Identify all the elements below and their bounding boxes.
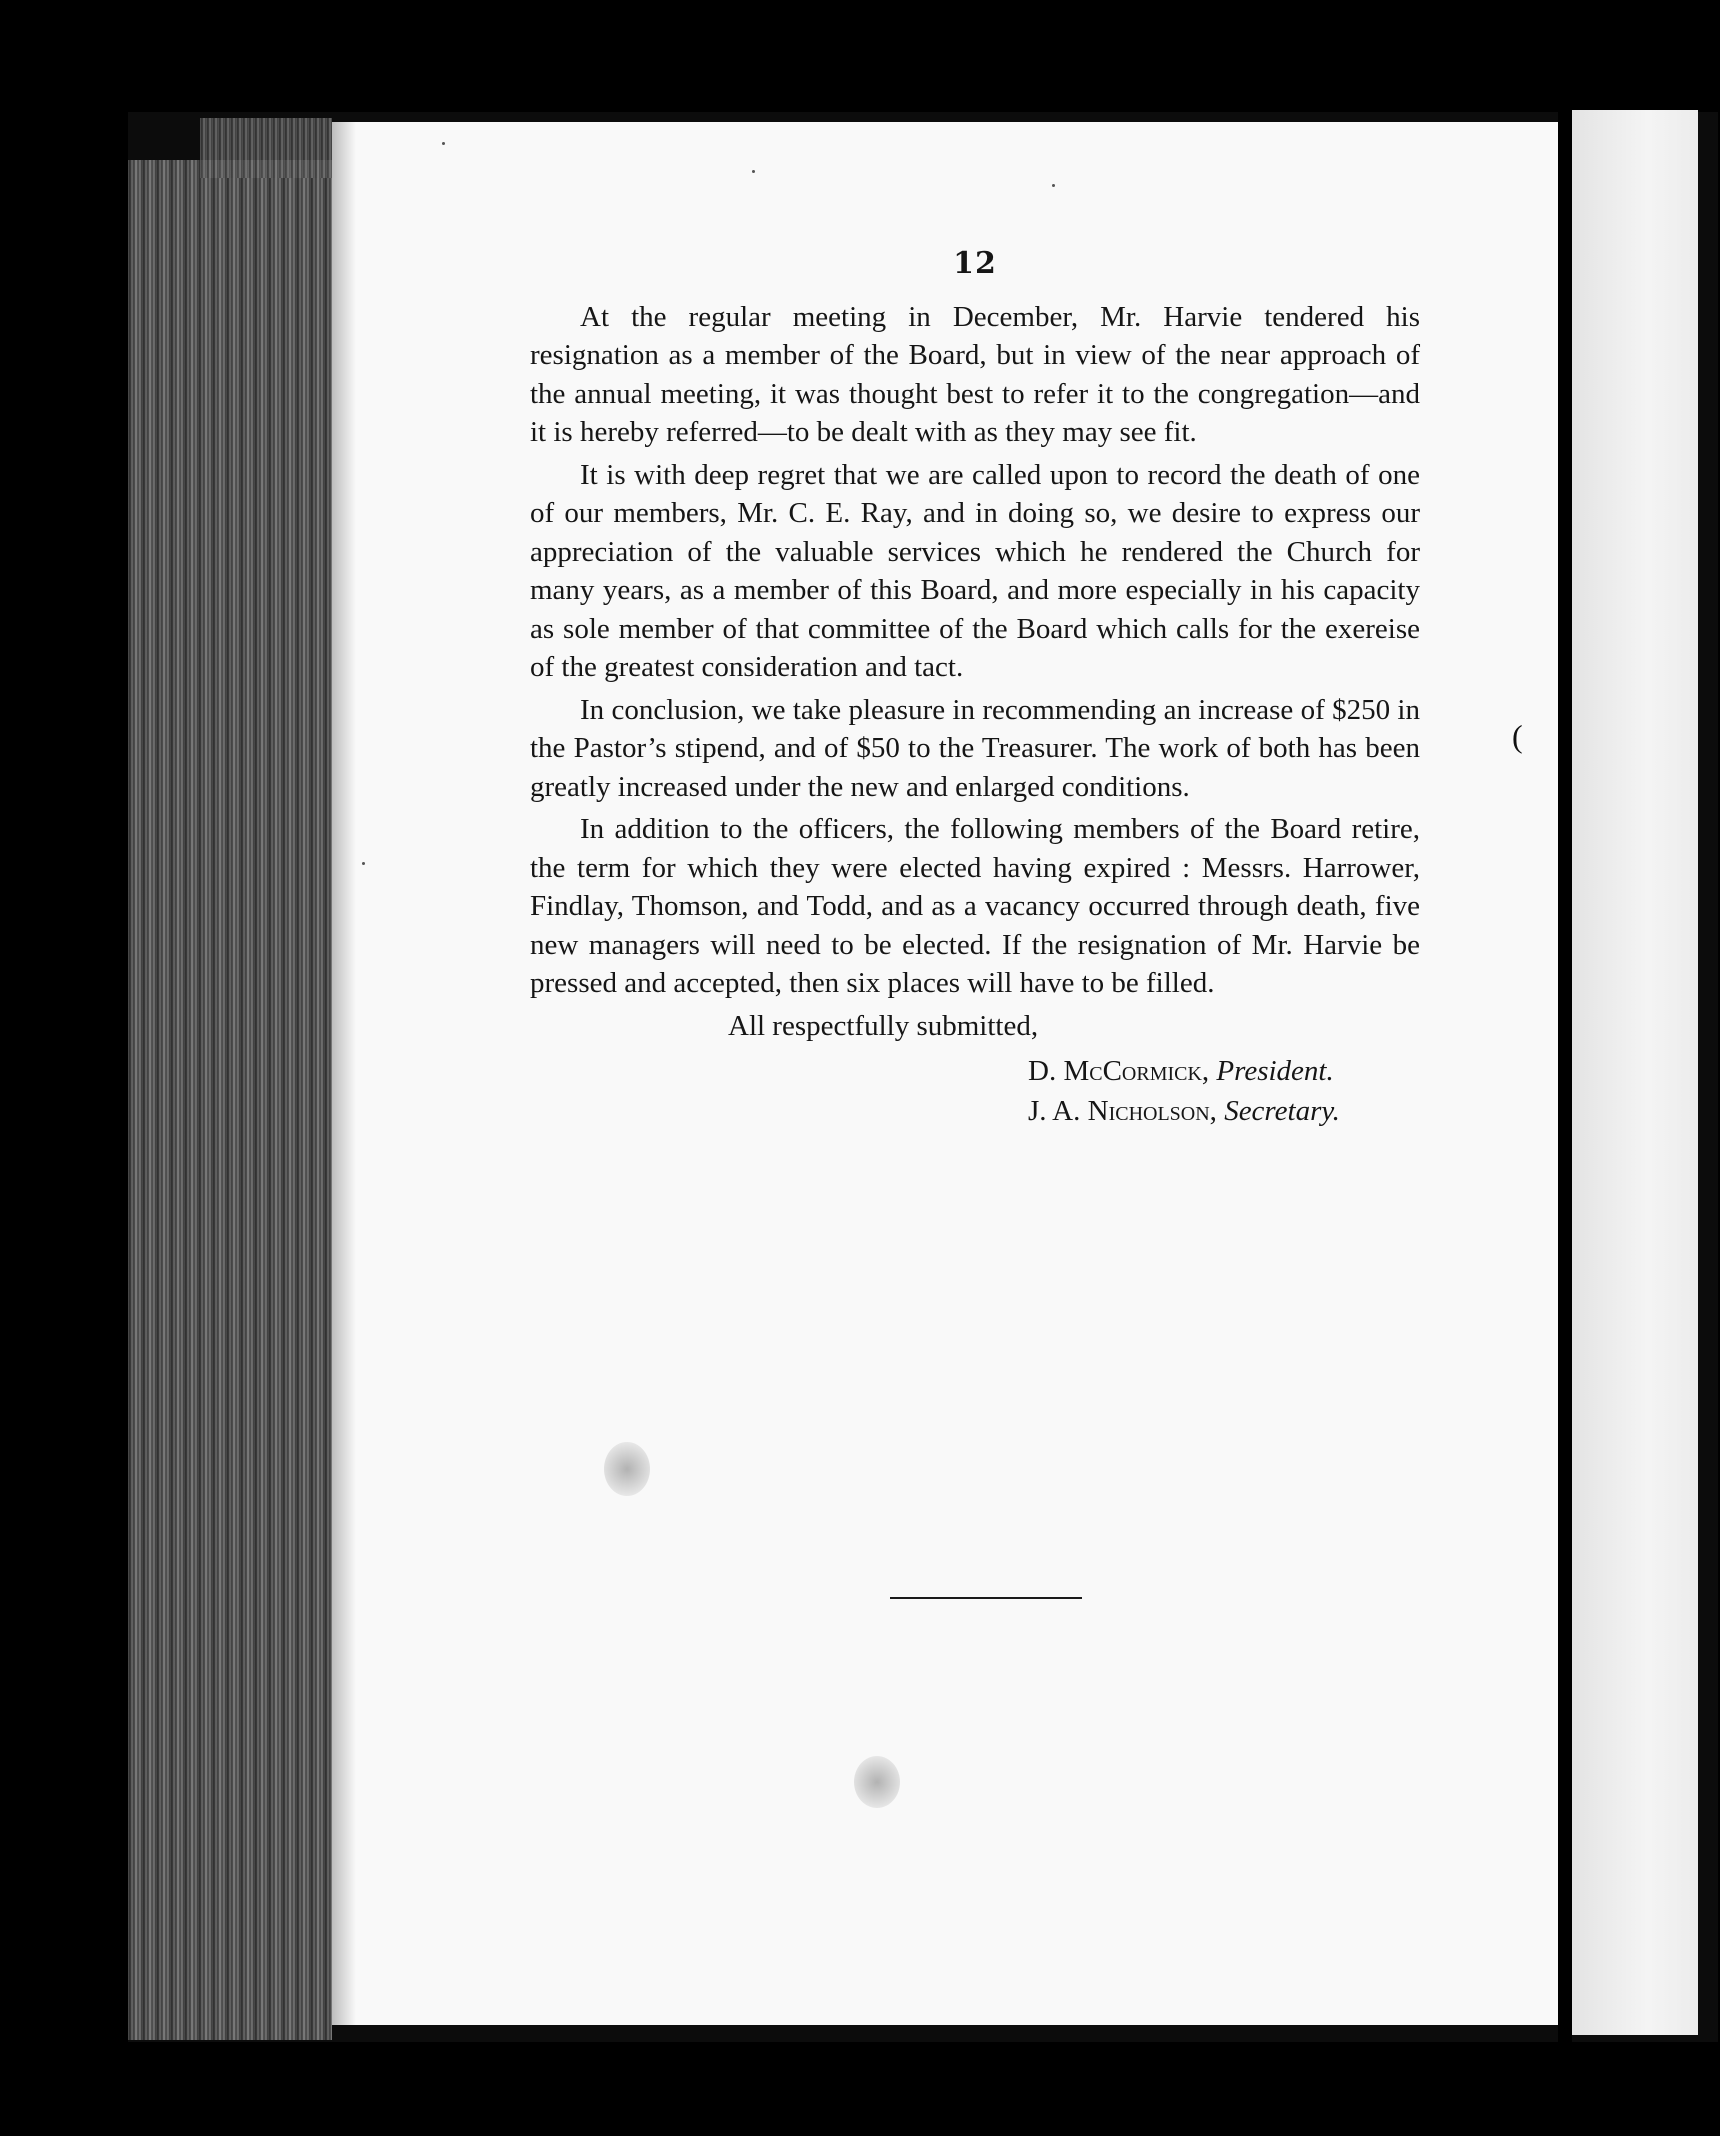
- signature-secretary: [1028, 1091, 1420, 1131]
- page-text: [530, 245, 1420, 1131]
- smudge-mark: [604, 1442, 650, 1496]
- page-shadow: [332, 122, 356, 2025]
- signatory-title: President.: [1216, 1055, 1334, 1087]
- speck: [362, 862, 365, 865]
- book-gutter: [1558, 112, 1572, 2042]
- signatory-name: J. A. Nicholson,: [1028, 1095, 1217, 1127]
- page-edges: [128, 160, 332, 2040]
- facing-page-edge: [1572, 110, 1698, 2035]
- speck: [1052, 184, 1055, 187]
- paragraph: It is with deep regret that we are called upon to record the death of one of our members, Mr. C. E. Ray, and in doing so, we desire to express our appreciation of the valuable services which he rendered the Church for many years, as a member of this Board, and more especially in his capacity as sole member of that committee of the Board which calls for the exereise of the greatest consideration and tact.: [530, 458, 1420, 683]
- paragraph: In conclusion, we take pleasure in recommending an increase of $250 in the Pastor’s stipend, and of $50 to the Treasurer. The work of both has been greatly increased under the new and enlarged conditions.: [530, 693, 1420, 803]
- closing-line: All respectfully submitted,: [728, 1009, 1039, 1042]
- margin-mark: (: [1512, 718, 1523, 754]
- speck: [752, 170, 755, 173]
- page-number: 12: [953, 246, 997, 281]
- smudge-mark: [854, 1756, 900, 1808]
- signatory-title: Secretary.: [1224, 1095, 1340, 1127]
- signature-president: [1028, 1051, 1420, 1091]
- section-divider: [890, 1597, 1082, 1599]
- paragraph: At the regular meeting in December, Mr. Harvie tendered his resignation as a member of the Board, but in view of the near approach of the annual meeting, it was thought best to refer it to the congregation—and it is hereby referred—to be dealt with as they may see fit.: [530, 300, 1420, 448]
- signatory-name: D. McCormick,: [1028, 1055, 1210, 1087]
- page-edges-top: [200, 118, 332, 178]
- paragraph: In addition to the officers, the following members of the Board retire, the term for which they were elected having expired : Messrs. Harrower, Findlay, Thomson, and Todd, and as a vacancy occurred through death, five new managers will need to be elected. If the resignation of Mr. Harvie be pressed and accepted, then six places will have to be filled.: [530, 813, 1420, 999]
- speck: [442, 142, 445, 145]
- signature-block: [530, 1051, 1420, 1131]
